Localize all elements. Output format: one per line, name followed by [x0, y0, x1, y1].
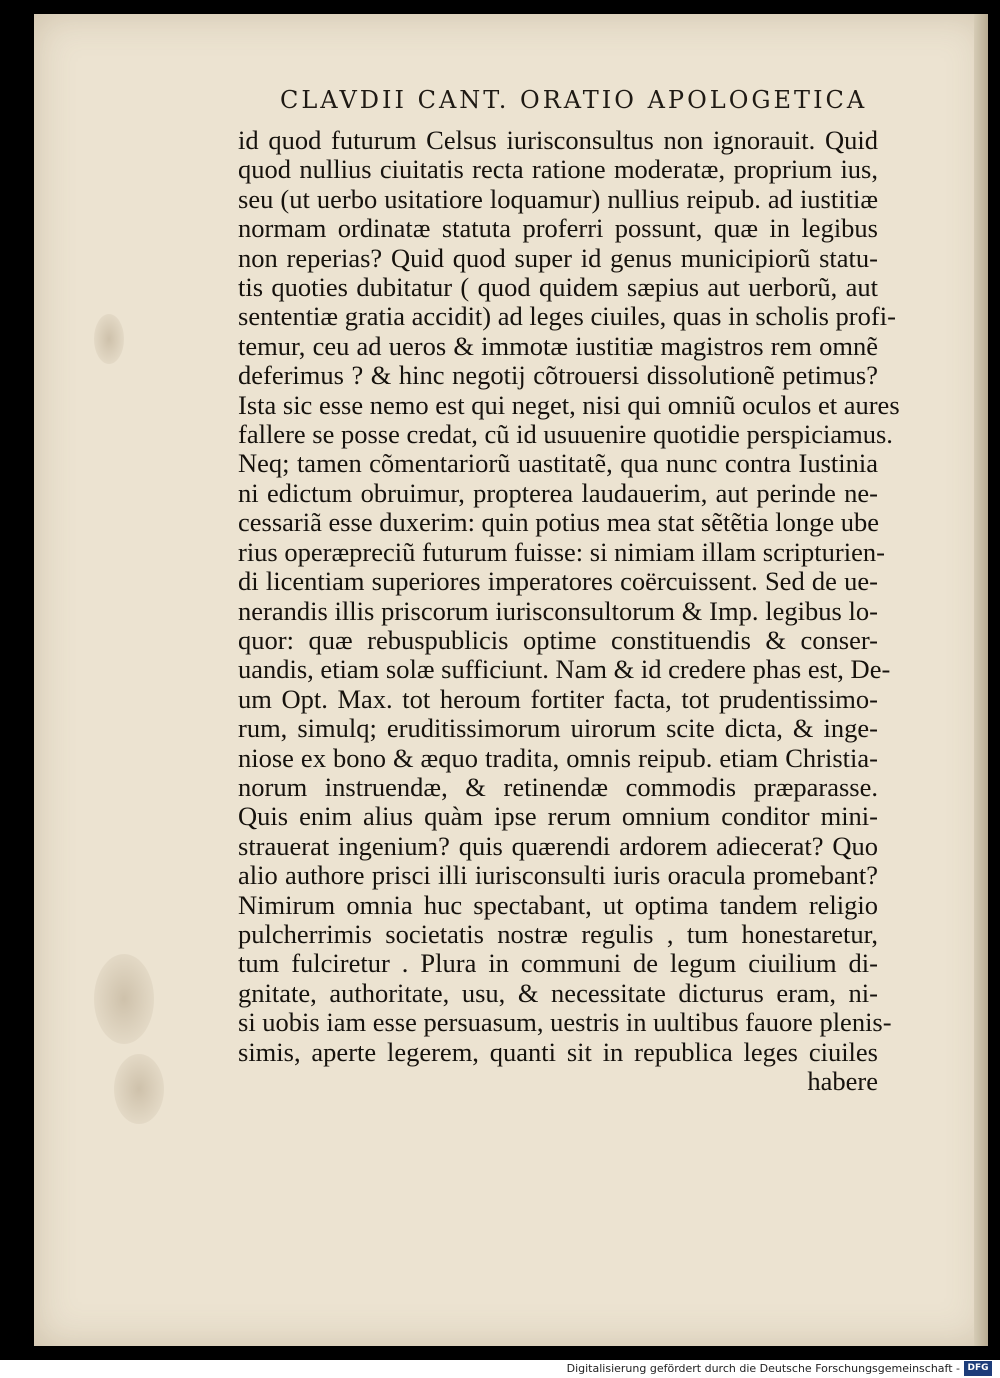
text-line: nerandis illis priscorum iurisconsultorum & Imp. legibus lo- — [238, 595, 878, 626]
text-line: deferimus ? & hinc negotij cõtrouersi dissolutionẽ petimus? — [238, 360, 878, 391]
page-edge — [974, 14, 988, 1346]
text-line: temur, ceu ad ueros & immotæ iustitiæ magistros rem omnẽ — [238, 330, 878, 361]
text-line: gnitate, authoritate, usu, & necessitate dicturus eram, ni- — [238, 977, 878, 1008]
text-line: quor: quæ rebuspublicis optime constituendis & conser- — [238, 624, 878, 655]
text-line: si uobis iam esse persuasum, uestris in uultibus fauore plenis- — [238, 1007, 892, 1038]
text-line: simis, aperte legerem, quanti sit in republica leges ciuiles — [238, 1036, 878, 1067]
text-line: uandis, etiam solæ sufficiunt. Nam & id credere phas est, De- — [238, 654, 891, 685]
text-line: Quis enim alius quàm ipse rerum omnium conditor mini- — [238, 801, 878, 832]
running-head: CLAVDII CANT. ORATIO APOLOGETICA — [280, 86, 868, 114]
body-text — [238, 125, 900, 1096]
catchword: habere — [807, 1066, 878, 1096]
text-line: tis quoties dubitatur ( quod quidem sæpius aut uerborũ, aut — [238, 272, 878, 303]
text-line: norum instruendæ, & retinendæ commodis præparasse. — [238, 771, 878, 802]
text-line: Nimirum omnia huc spectabant, ut optima tandem religio — [238, 889, 878, 920]
text-line: tum fulciretur . Plura in communi de legum ciuilium di- — [238, 948, 878, 979]
text-line: Ista sic esse nemo est qui neget, nisi qui omniũ oculos et aures — [238, 389, 900, 420]
text-line: um Opt. Max. tot heroum fortiter facta, tot prudentissimo- — [238, 683, 878, 714]
paper-stain — [94, 954, 154, 1044]
text-line: normam ordinatæ statuta proferri possunt, quæ in legibus — [238, 213, 878, 244]
text-line: ni edictum obruimur, propterea laudauerim, aut perinde ne- — [238, 477, 878, 508]
dfg-logo: DFG — [964, 1361, 992, 1376]
text-line: alio authore prisci illi iurisconsulti iuris oracula promebant? — [238, 860, 878, 891]
text-line: fallere se posse credat, cũ id usuuenire quotidie perspiciamus. — [238, 419, 893, 450]
text-line: di licentiam superiores imperatores coërcuissent. Sed de ue- — [238, 566, 878, 597]
text-line: sententiæ gratia accidit) ad leges ciuiles, quas in scholis profi- — [238, 301, 896, 332]
text-line: quod nullius ciuitatis recta ratione moderatæ, proprium ius, — [238, 154, 878, 185]
text-line: strauerat ingenium? quis quærendi ardorem adiecerat? Quo — [238, 830, 878, 861]
footer-credit: Digitalisierung gefördert durch die Deutsche Forschungsgemeinschaft - — [566, 1362, 960, 1375]
text-line: seu (ut uerbo usitatiore loquamur) nullius reipub. ad iustitiæ — [238, 183, 878, 214]
text-line: rius operæpreciũ futurum fuisse: si nimiam illam scripturien- — [238, 536, 885, 567]
text-line: id quod futurum Celsus iurisconsultus non ignorauit. Quid — [238, 125, 878, 155]
paper-stain — [114, 1054, 164, 1124]
text-line: non reperias? Quid quod super id genus municipiorũ statu- — [238, 242, 878, 273]
text-line: cessariã esse duxerim: quin potius mea stat sẽtẽtia longe ube — [238, 507, 879, 538]
text-line: Neq; tamen cõmentariorũ uastitatẽ, qua nunc contra Iustinia — [238, 448, 878, 479]
paper-stain — [94, 314, 124, 364]
text-line: rum, simulq; eruditissimorum uirorum scite dicta, & inge- — [238, 713, 878, 744]
text-line: niose ex bono & æquo tradita, omnis reipub. etiam Christia- — [238, 742, 878, 773]
text-line: pulcherrimis societatis nostræ regulis , tum honestaretur, — [238, 918, 878, 949]
